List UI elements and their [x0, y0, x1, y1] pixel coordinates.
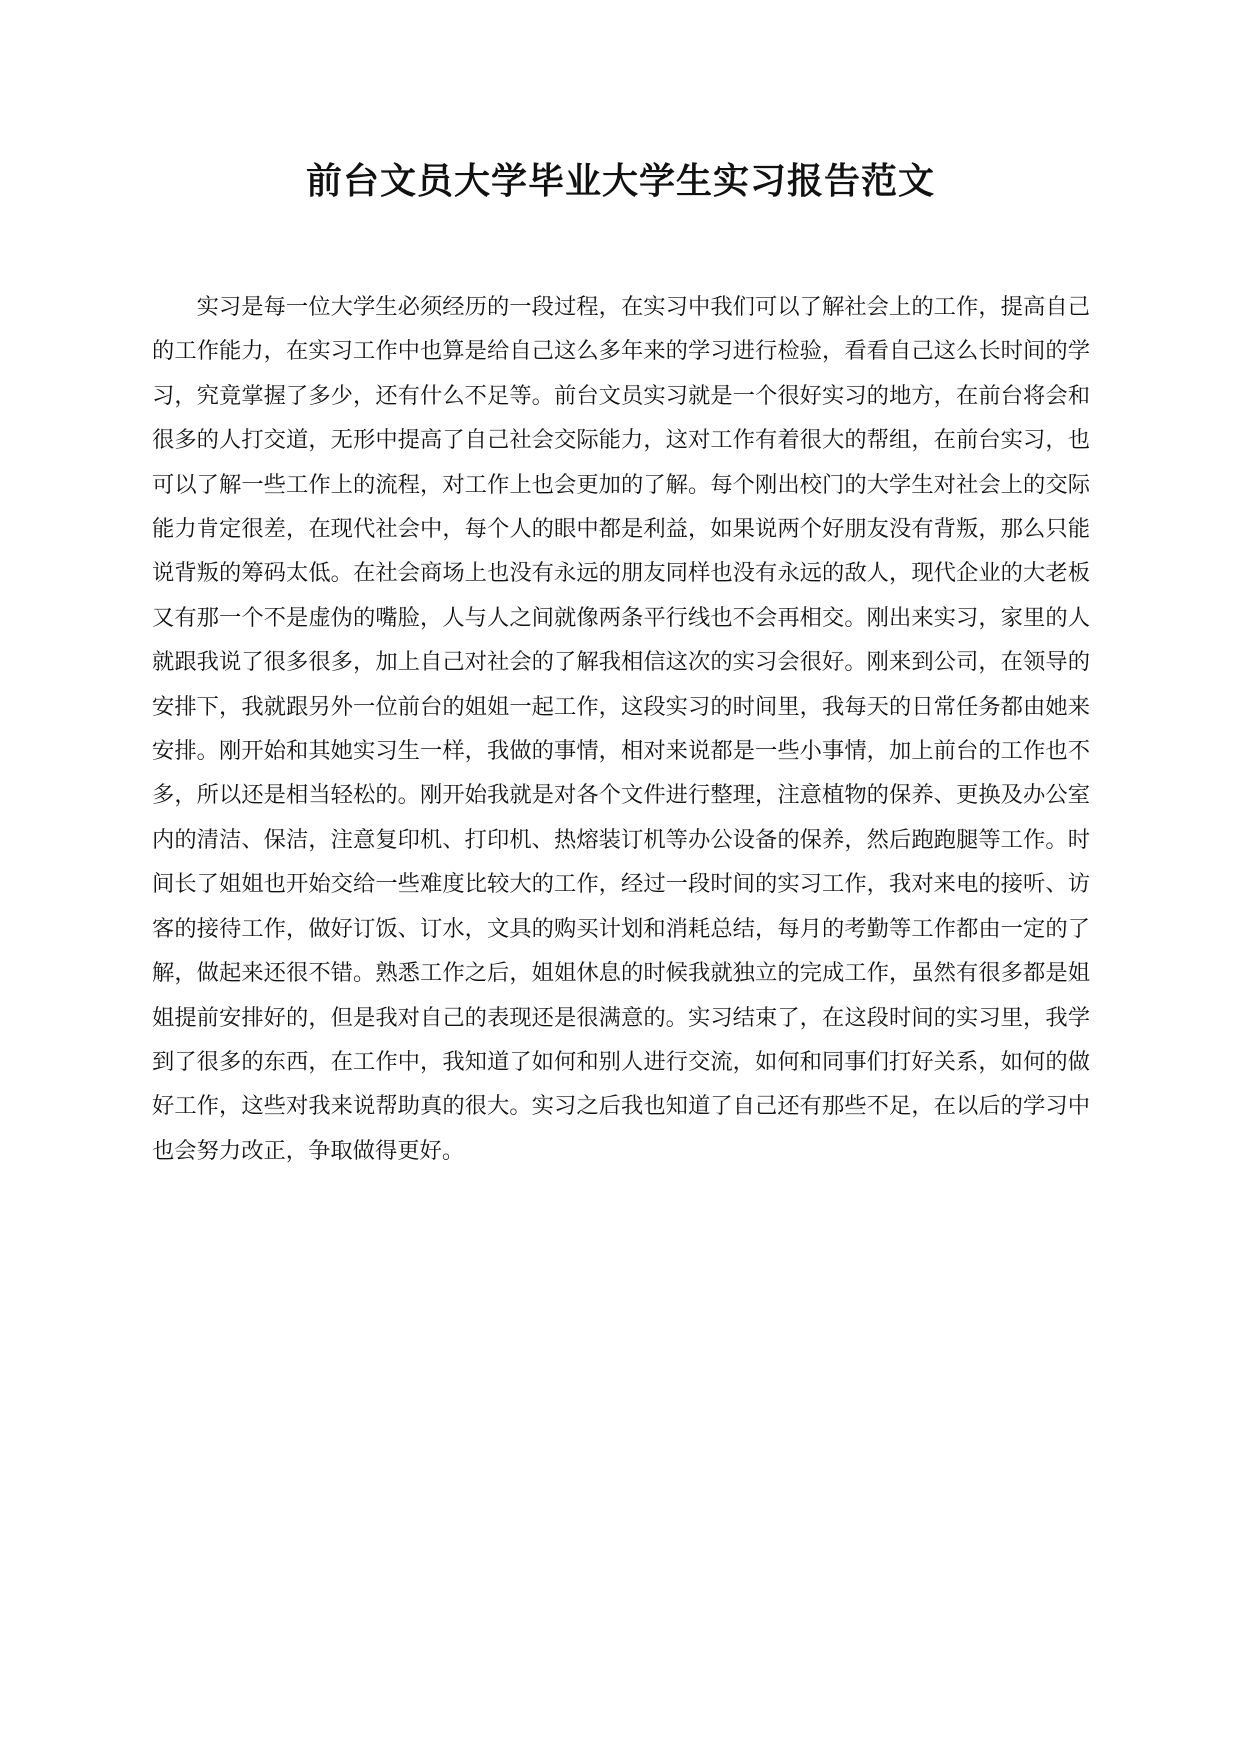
document-body-paragraph: 实习是每一位大学生必须经历的一段过程，在实习中我们可以了解社会上的工作，提高自己的工作能力，在实习工作中也算是给自己这么多年来的学习进行检验，看看自己这么长时间的学习，究竟掌握了多少，还有什么不足等。前台文员实习就是一个很好实习的地方，在前台将会和很多的人打交道，无形中提高了自己社会交际能力，这对工作有着很大的帮组，在前台实习，也可以了解一些工作上的流程，对工作上也会更加的了解。每个刚出校门的大学生对社会上的交际能力肯定很差，在现代社会中，每个人的眼中都是利益，如果说两个好朋友没有背叛，那么只能说背叛的筹码太低。在社会商场上也没有永远的朋友同样也没有永远的敌人，现代企业的大老板又有那一个不是虚伪的嘴脸，人与人之间就像两条平行线也不会再相交。刚出来实习，家里的人就跟我说了很多很多，加上自己对社会的了解我相信这次的实习会很好。刚来到公司，在领导的安排下，我就跟另外一位前台的姐姐一起工作，这段实习的时间里，我每天的日常任务都由她来安排。刚开始和其她实习生一样，我做的事情，相对来说都是一些小事情，加上前台的工作也不多，所以还是相当轻松的。刚开始我就是对各个文件进行整理，注意植物的保养、更换及办公室内的清洁、保洁，注意复印机、打印机、热熔装订机等办公设备的保养，然后跑跑腿等工作。时间长了姐姐也开始交给一些难度比较大的工作，经过一段时间的实习工作，我对来电的接听、访客的接待工作，做好订饭、订水，文具的购买计划和消耗总结，每月的考勤等工作都由一定的了解，做起来还很不错。熟悉工作之后，姐姐休息的时候我就独立的完成工作，虽然有很多都是姐姐提前安排好的，但是我对自己的表现还是很满意的。实习结束了，在这段时间的实习里，我学到了很多的东西，在工作中，我知道了如何和别人进行交流，如何和同事们打好关系，如何的做好工作，这些对我来说帮助真的很大。实习之后我也知道了自己还有那些不足，在以后的学习中也会努力改正，争取做得更好。 — [152, 294, 1090, 1164]
document-title: 前台文员大学毕业大学生实习报告范文 — [305, 161, 935, 202]
